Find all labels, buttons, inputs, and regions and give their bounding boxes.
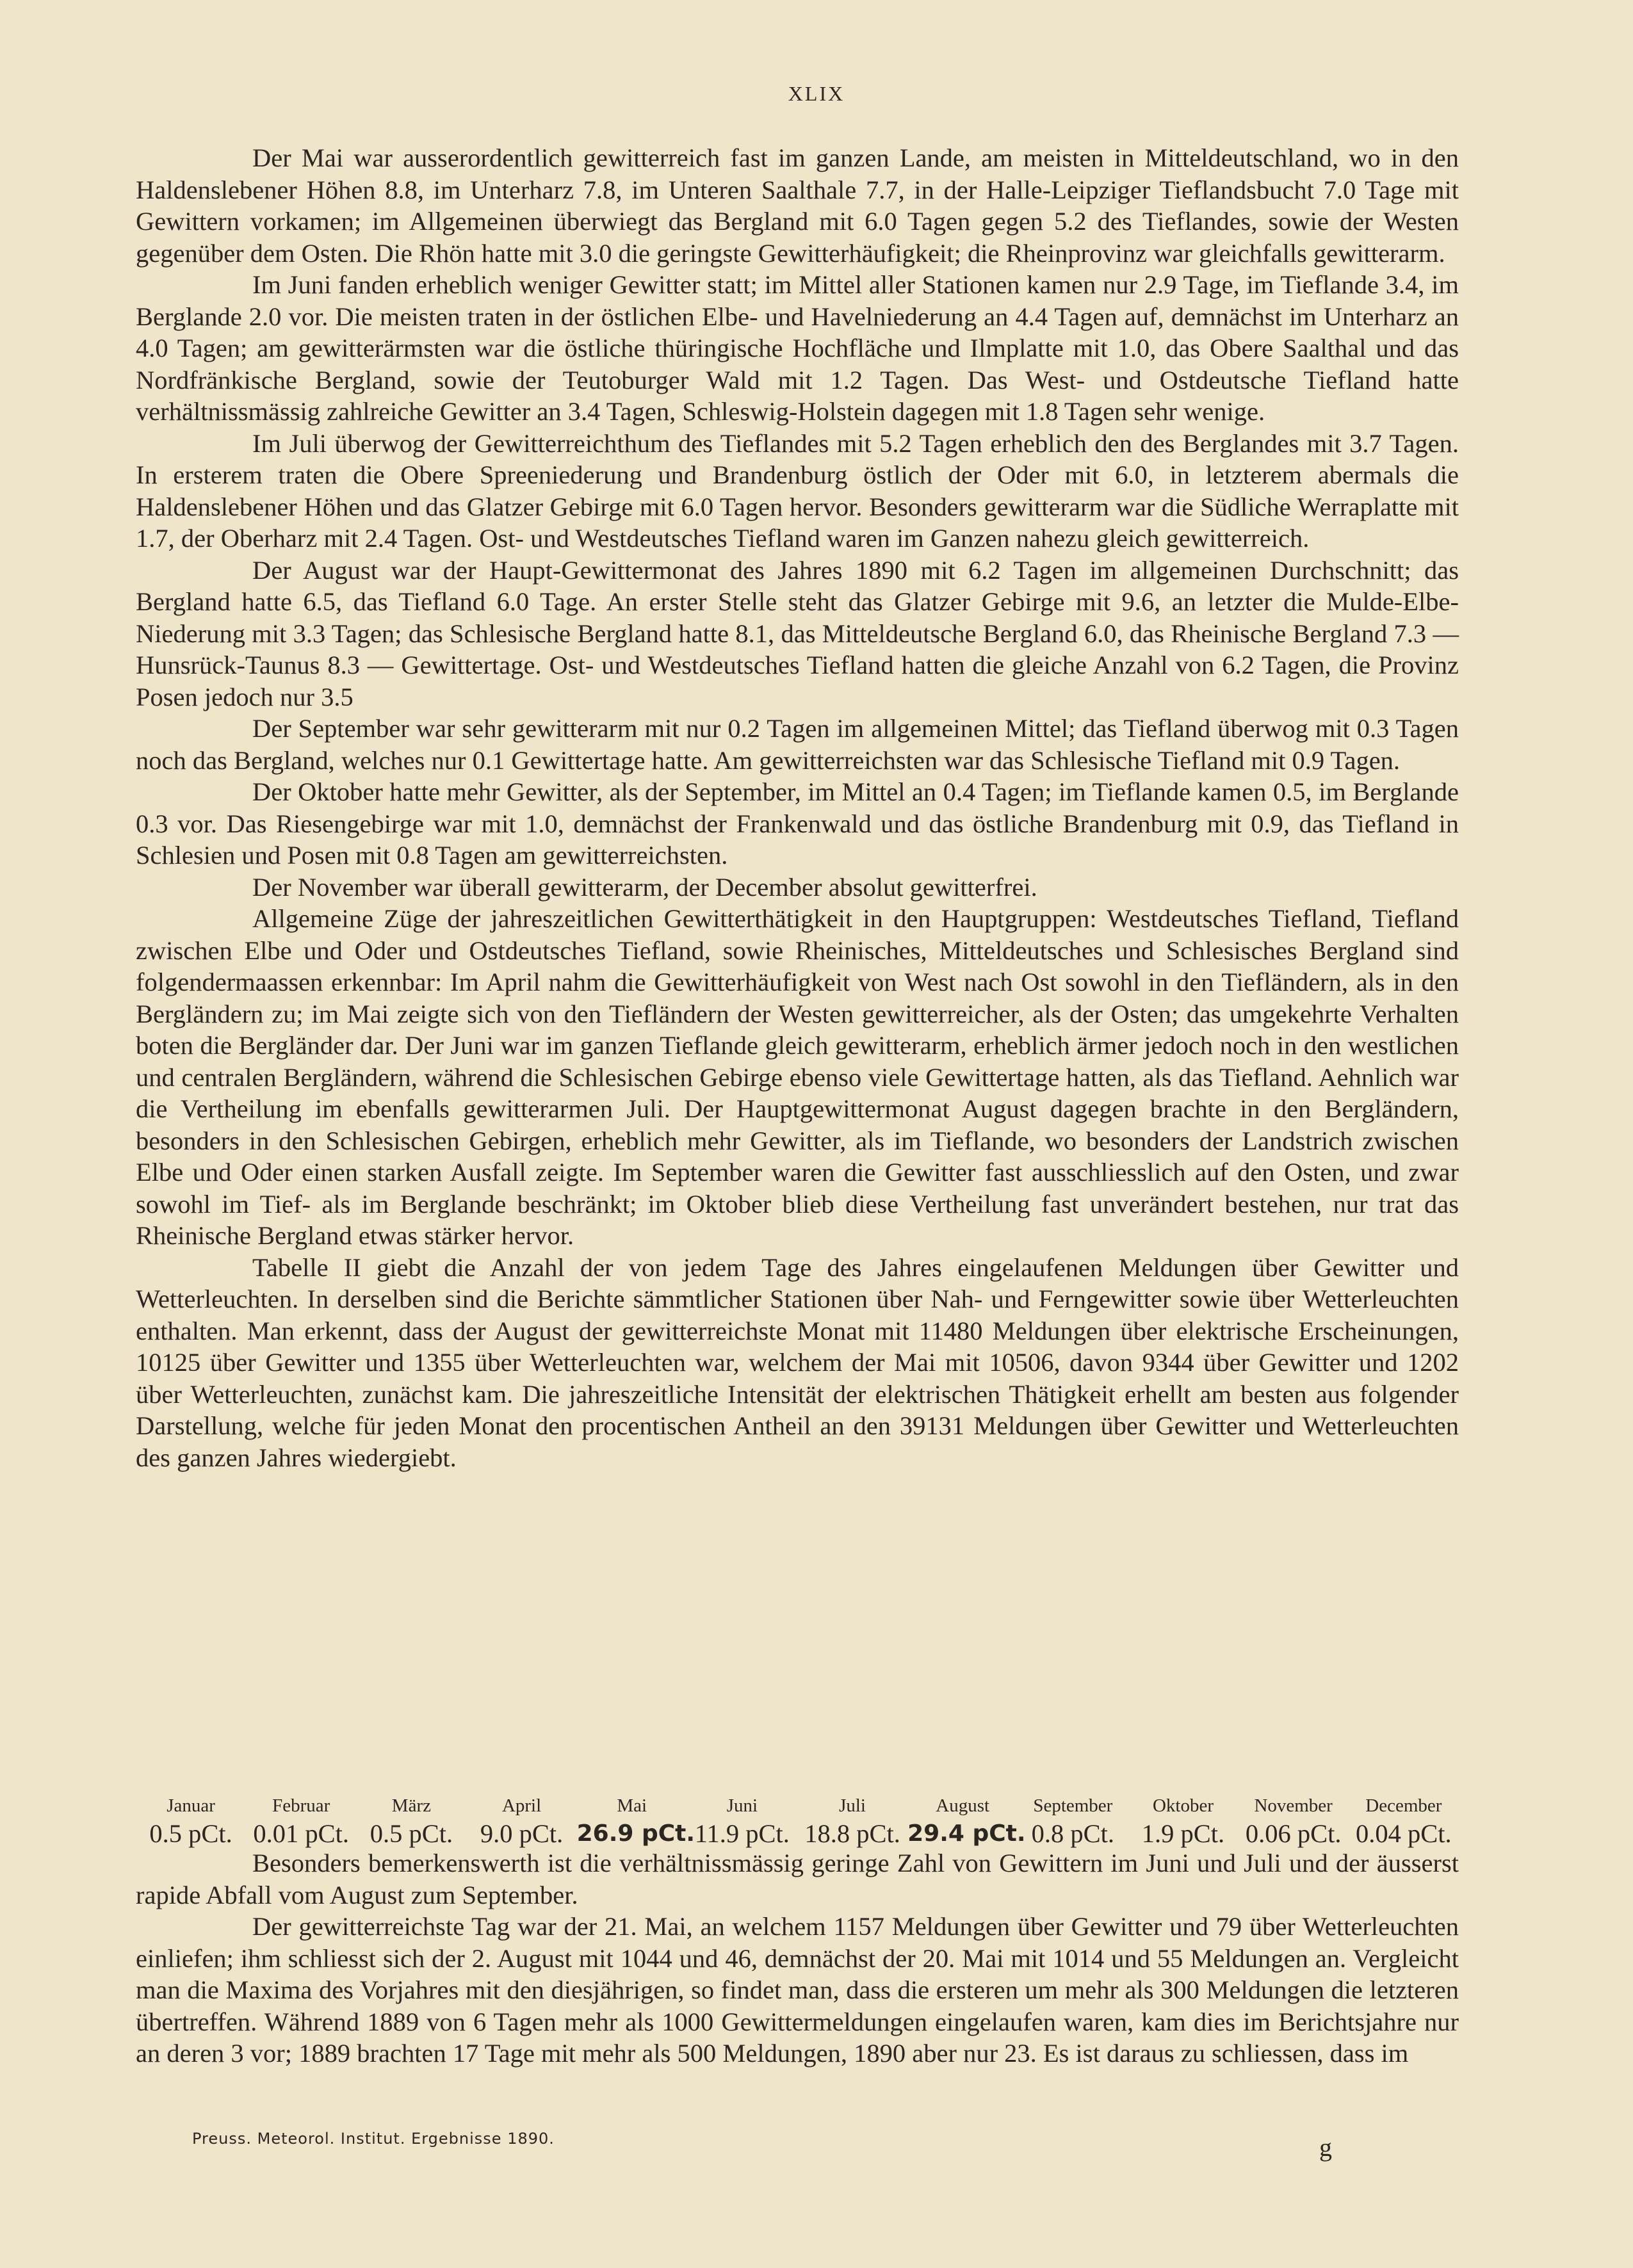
monthly-percentage-table [136,1790,1459,1850]
page-number: XLIX [788,82,845,105]
paragraph-juni: Im Juni fanden erheblich weniger Gewitter statt; im Mittel aller Stationen kamen nur 2.9 Tage, im Tieflande 3.4, im Berglande 2.0 vor. Die meisten traten in der östlichen Elbe- und Havelniederung an 4.4 Tagen auf, demnächst im Unterharz an 4.0 Tagen; am gewitterärmsten war die östliche thüringische Hochfläche und Ilmplatte mit 1.0, das Obere Saalthal und das Nordfränkische Bergland, sowie der Teutoburger Wald mit 1.2 Tagen. Das West- und Ostdeutsche Tiefland hatte verhältnissmässig zahlreiche Gewitter an 3.4 Tagen, Schleswig-Holstein dagegen mit 1.8 Tagen sehr wenige. [136,270,1459,426]
month-label: Februar [272,1795,330,1816]
paragraph-oktober: Der Oktober hatte mehr Gewitter, als der September, im Mittel an 0.4 Tagen; im Tieflande kamen 0.5, im Berglande 0.3 vor. Das Riesengebirge war mit 1.0, demnächst der Frankenwald und das östliche Brandenburg mit 0.9, das Tiefland in Schlesien und Posen mit 0.8 Tagen am gewitterreichsten. [136,777,1459,870]
percentage-value: 18.8 pCt. [804,1818,900,1848]
month-label: December [1365,1795,1442,1816]
month-label: April [501,1795,542,1816]
paragraph-gewitterreichste-tag: Der gewitterreichste Tag war der 21. Mai, an welchem 1157 Meldungen über Gewitter und 79 über Wetterleuchten einliefen; ihm schliesst sich der 2. August mit 1044 und 46, demnächst der 20. Mai mit 1014 und 55 Meldungen an. Vergleicht man die Maxima des Vorjahres mit den diesjährigen, so findet man, dass die ersteren um mehr als 300 Meldungen die letzteren übertreffen. Während 1889 von 6 Tagen mehr als 1000 Gewittermeldungen eingelaufen waren, kam dies im Berichtsjahre nur an deren 3 vor; 1889 brachten 17 Tage mit mehr als 500 Meldungen, 1890 aber nur 23. Es ist daraus zu schliessen, dass im [136,1912,1459,2068]
percentage-value: 0.06 pCt. [1245,1818,1342,1848]
percentage-value: 0.01 pCt. [253,1818,350,1848]
paragraph-bemerkenswerth: Besonders bemerkenswerth ist die verhältnissmässig geringe Zahl von Gewittern im Juni und Juli und der äusserst rapide Abfall vom August zum September. [136,1849,1459,1909]
paragraph-september: Der September war sehr gewitterarm mit nur 0.2 Tagen im allgemeinen Mittel; das Tiefland überwog mit 0.3 Tagen noch das Bergland, welches nur 0.1 Gewittertage hatte. Am gewitterreichsten war das Schlesische Tiefland mit 0.9 Tagen. [136,714,1459,775]
month-label: Oktober [1152,1795,1214,1816]
month-header-row [136,1790,1459,1817]
percentage-value: 1.9 pCt. [1141,1818,1225,1848]
percentage-value: 0.8 pCt. [1031,1818,1115,1848]
month-label: März [391,1795,431,1816]
paragraph-allgemeine-zuege: Allgemeine Züge der jahreszeitlichen Gewitterthätigkeit in den Hauptgruppen: Westdeutsches Tiefland, Tiefland zwischen Elbe und Oder und Ostdeutsches Tiefland, sowie Rheinisches, Mitteldeutsches und Schlesisches Bergland sind folgendermaassen erkennbar: Im April nahm die Gewitterhäufigkeit von West nach Ost sowohl in den Tiefländern, als in den Bergländern zu; im Mai zeigte sich von den Tiefländern der Westen gewitterreicher, als der Osten; das umgekehrte Verhalten boten die Bergländer dar. Der Juni war im ganzen Tieflande gleich gewitterarm, erheblich ärmer jedoch noch in den westlichen und centralen Bergländern, während die Schlesischen Gebirge ebenso viele Gewittertage hatten, als das Tiefland. Aehnlich war die Vertheilung im ebenfalls gewitterarmen Juli. Der Hauptgewittermonat August dagegen brachte in den Bergländern, besonders in den Schlesischen Gebirgen, erheblich mehr Gewitter, als im Tieflande, wo besonders der Landstrich zwischen Elbe und Oder einen starken Ausfall zeigte. Im September waren die Gewitter fast ausschliesslich auf den Osten, und zwar sowohl im Tief- als im Berglande beschränkt; im Oktober blieb diese Vertheilung fast unverändert bestehen, nur trat das Rheinische Bergland etwas stärker hervor. [136,904,1459,1250]
month-label: August [936,1795,990,1816]
month-label: Mai [617,1795,647,1816]
paragraph-tabelle: Tabelle II giebt die Anzahl der von jedem Tage des Jahres eingelaufenen Meldungen über Gewitter und Wetterleuchten. In derselben sind die Berichte sämmtlicher Stationen über Nah- und Ferngewitter sowie über Wetterleuchten enthalten. Man erkennt, dass der August der gewitterreichste Monat mit 11480 Meldungen über elektrische Erscheinungen, 10125 über Gewitter und 1355 über Wetterleuchten war, welchem der Mai mit 10506, davon 9344 über Gewitter und 1202 über Wetterleuchten, zunächst kam. Die jahreszeitliche Intensität der elektrischen Thätigkeit erhellt am besten aus folgender Darstellung, welche für jeden Monat den procentischen Antheil an den 39131 Meldungen über Gewitter und Wetterleuchten des ganzen Jahres wiedergiebt. [136,1252,1459,1472]
percentage-value-emphasized: 29.4 pCt. [907,1820,1026,1847]
month-label: Juni [726,1795,758,1816]
percentage-value: 9.0 pCt. [480,1818,564,1848]
paragraph-august: Der August war der Haupt-Gewittermonat des Jahres 1890 mit 6.2 Tagen im allgemeinen Durchschnitt; das Bergland hatte 6.5, das Tiefland 6.0 Tage. An erster Stelle steht das Glatzer Gebirge mit 9.6, an letzter die Mulde-Elbe-Niederung mit 3.3 Tagen; das Schlesische Bergland hatte 8.1, das Mitteldeutsche Bergland 6.0, das Rheinische Bergland 7.3 — Hunsrück-Taunus 8.3 — Gewittertage. Ost- und Westdeutsches Tiefland hatten die gleiche Anzahl von 6.2 Tagen, die Provinz Posen jedoch nur 3.5 [136,555,1459,711]
month-label: September [1033,1795,1113,1816]
month-label: November [1254,1795,1333,1816]
signature-mark: g [1319,2133,1332,2162]
month-label: Januar [167,1795,215,1816]
percentage-value-emphasized: 26.9 pCt. [576,1820,695,1847]
percentage-value-row [136,1817,1459,1850]
percentage-value: 11.9 pCt. [694,1818,790,1848]
paragraph-november: Der November war überall gewitterarm, der December absolut gewitterfrei. [252,872,1037,902]
percentage-value: 0.04 pCt. [1356,1818,1452,1848]
paragraph-juli: Im Juli überwog der Gewitterreichthum des Tieflandes mit 5.2 Tagen erheblich den des Berglandes mit 3.7 Tagen. In ersterem traten die Obere Spreeniederung und Brandenburg östlich der Oder mit 6.0, in letzterem abermals die Haldenslebener Höhen und das Glatzer Gebirge mit 6.0 Tagen hervor. Besonders gewitterarm war die Südliche Werraplatte mit 1.7, der Oberharz mit 2.4 Tagen. Ost- und Westdeutsches Tiefland waren im Ganzen nahezu gleich gewitterreich. [136,428,1459,553]
percentage-value: 0.5 pCt. [149,1818,232,1848]
month-label: Juli [839,1795,866,1816]
footer-source-note: Preuss. Meteorol. Institut. Ergebnisse 1890. [192,2130,555,2148]
main-text-continued [136,1847,1459,2070]
paragraph-mai: Der Mai war ausserordentlich gewitterreich fast im ganzen Lande, am meisten in Mitteldeutschland, wo in den Haldenslebener Höhen 8.8, im Unterharz 7.8, im Unteren Saalthale 7.7, in der Halle-Leipziger Tieflandsbucht 7.0 Tage mit Gewittern vorkamen; im Allgemeinen überwiegt das Bergland mit 6.0 Tagen gegen 5.2 des Tieflandes, sowie der Westen gegenüber dem Osten. Die Rhön hatte mit 3.0 die geringste Gewitterhäufigkeit; die Rheinprovinz war gleichfalls gewitterarm. [136,143,1459,268]
main-text [136,142,1459,1473]
percentage-value: 0.5 pCt. [370,1818,453,1848]
